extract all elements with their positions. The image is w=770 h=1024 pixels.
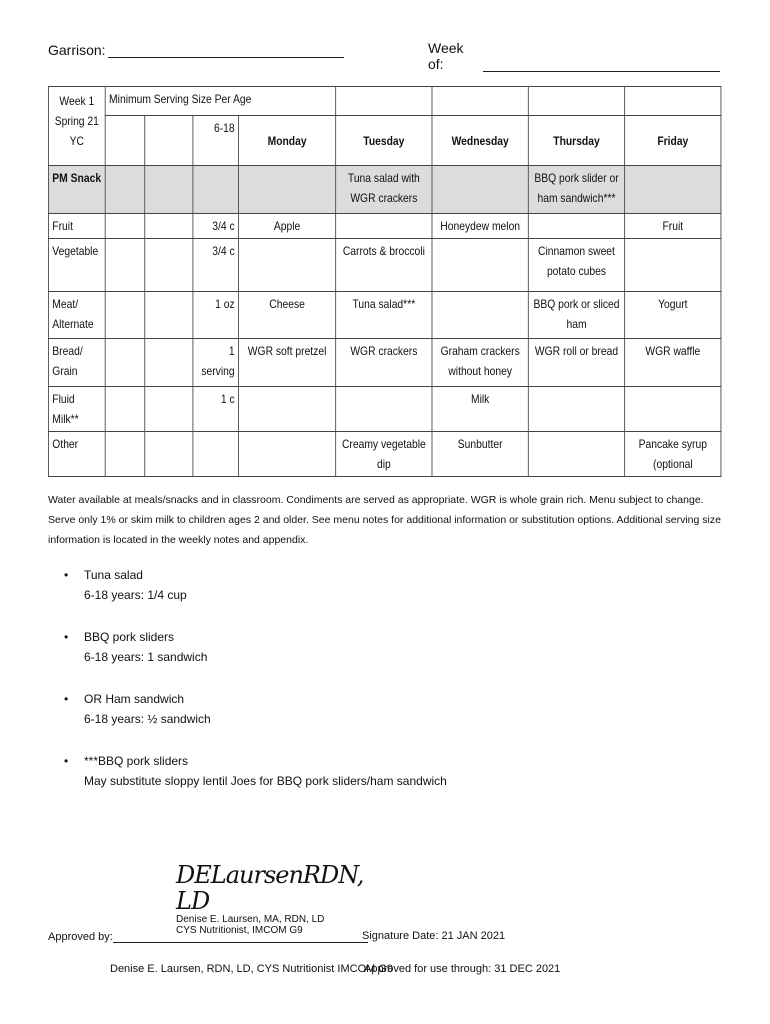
menu-cell-thursday: BBQ pork or sliced ham <box>528 292 624 339</box>
component-cell: Fruit <box>48 214 105 239</box>
min-serving-header <box>105 87 336 116</box>
bullet-icon: • <box>64 754 69 768</box>
garrison-label: Garrison: <box>48 42 106 58</box>
bullet-icon: • <box>64 692 69 706</box>
serving-size-cell <box>193 432 239 477</box>
form-header <box>48 40 720 72</box>
signature-printed-name: Denise E. Laursen, MA, RDN, LD <box>176 914 325 925</box>
approved-by-line[interactable] <box>113 930 368 943</box>
empty-cell <box>105 292 145 339</box>
menu-cell-tuesday <box>336 387 432 432</box>
menu-cell-wednesday: Honeydew melon <box>432 214 528 239</box>
table-row <box>48 339 721 387</box>
menu-cell-wednesday: Graham crackers without honey <box>432 339 528 387</box>
menu-cell-wednesday: Sunbutter <box>432 432 528 477</box>
serving-size-cell: 1 c <box>193 387 239 432</box>
empty-cell <box>105 432 145 477</box>
empty-cell <box>145 292 193 339</box>
menu-cell-tuesday: Tuna salad with WGR crackers <box>336 166 432 214</box>
age-group-label: 6-18 <box>213 121 235 135</box>
menu-cell-wednesday: Milk <box>432 387 528 432</box>
menu-rows <box>48 166 721 477</box>
table-row <box>48 214 721 239</box>
bullet-title: OR Ham sandwich <box>84 692 185 706</box>
menu-cell-tuesday <box>336 214 432 239</box>
signature-date: Signature Date: 21 JAN 2021 <box>362 930 506 942</box>
menu-cell-monday: Cheese <box>238 292 335 339</box>
garrison-input-line[interactable] <box>108 40 344 58</box>
bullet-title: ***BBQ pork sliders <box>84 754 189 768</box>
empty-cell <box>145 166 193 214</box>
menu-cell-thursday <box>528 432 624 477</box>
component-cell: Bread/ Grain <box>48 339 105 387</box>
menu-cell-monday <box>238 239 335 292</box>
day-header-friday: Friday <box>625 116 721 166</box>
empty-cell <box>145 116 193 166</box>
serving-size-cell: 3/4 c <box>193 214 239 239</box>
menu-cell-friday: WGR waffle <box>625 339 721 387</box>
menu-notes: Water available at meals/snacks and in classroom. Condiments are served as appropriate. WGR is whole grain rich. Menu subject to change. Serve only 1% or skim milk to children ages 2 and older. See menu notes for additional information or substitution options. Additional serving size information is located in the weekly notes and appendix. <box>48 494 721 546</box>
list-item <box>48 751 447 791</box>
table-row <box>48 387 721 432</box>
menu-cell-tuesday: Creamy vegetable dip <box>336 432 432 477</box>
week-label: Week 1 Spring 21 YC <box>54 94 99 148</box>
bullet-icon: • <box>64 630 69 644</box>
empty-cell <box>105 214 145 239</box>
list-item <box>48 627 447 667</box>
serving-notes-list <box>48 565 447 813</box>
bullet-detail: 6-18 years: 1/4 cup <box>84 588 187 602</box>
day-header-monday: Monday <box>238 116 335 166</box>
empty-cell <box>105 339 145 387</box>
menu-cell-friday: Pancake syrup (optional <box>625 432 721 477</box>
approved-by-label: Approved by: <box>48 931 113 943</box>
empty-cell <box>528 87 624 116</box>
menu-cell-thursday <box>528 387 624 432</box>
garrison-field[interactable] <box>48 40 344 58</box>
signature-printed-title: CYS Nutritionist, IMCOM G9 <box>176 925 303 936</box>
snack-menu-table <box>48 86 721 477</box>
empty-cell <box>105 239 145 292</box>
empty-cell <box>105 387 145 432</box>
empty-cell <box>432 87 528 116</box>
empty-cell <box>625 87 721 116</box>
approved-through-date: Approved for use through: 31 DEC 2021 <box>364 963 561 975</box>
serving-size-cell: 1 serving <box>193 339 239 387</box>
menu-cell-monday: Apple <box>238 214 335 239</box>
menu-cell-monday <box>238 387 335 432</box>
week-of-label: Week of: <box>428 40 464 72</box>
approver-name-line: Denise E. Laursen, RDN, LD, CYS Nutritionist IMCOM G9 <box>110 963 394 975</box>
menu-cell-friday <box>625 166 721 214</box>
bullet-icon: • <box>64 568 69 582</box>
list-item <box>48 689 447 729</box>
menu-cell-wednesday <box>432 292 528 339</box>
empty-cell <box>145 239 193 292</box>
empty-cell <box>105 116 145 166</box>
empty-cell <box>145 339 193 387</box>
list-item <box>48 565 447 605</box>
empty-cell <box>145 432 193 477</box>
menu-cell-thursday <box>528 214 624 239</box>
component-cell: Meat/ Alternate <box>48 292 105 339</box>
menu-cell-friday <box>625 239 721 292</box>
menu-cell-tuesday: Carrots & broccoli <box>336 239 432 292</box>
table-row <box>48 292 721 339</box>
day-header-wednesday: Wednesday <box>432 116 528 166</box>
handwritten-signature: DELaursenRDN, LD <box>176 861 364 915</box>
min-serving-label: Minimum Serving Size Per Age <box>109 92 252 106</box>
menu-cell-monday: WGR soft pretzel <box>238 339 335 387</box>
menu-cell-friday <box>625 387 721 432</box>
empty-cell <box>105 166 145 214</box>
serving-size-cell: 3/4 c <box>193 239 239 292</box>
serving-size-cell: 1 oz <box>193 292 239 339</box>
component-cell: Fluid Milk** <box>48 387 105 432</box>
component-cell: Vegetable <box>48 239 105 292</box>
menu-cell-monday <box>238 432 335 477</box>
bullet-title: Tuna salad <box>84 568 143 582</box>
menu-cell-monday <box>238 166 335 214</box>
bullet-detail: 6-18 years: 1 sandwich <box>84 650 208 664</box>
component-cell: PM Snack <box>48 166 105 214</box>
signature-block <box>176 861 364 936</box>
component-cell: Other <box>48 432 105 477</box>
menu-cell-tuesday: Tuna salad*** <box>336 292 432 339</box>
menu-cell-tuesday: WGR crackers <box>336 339 432 387</box>
bullet-title: BBQ pork sliders <box>84 630 175 644</box>
approved-by-field[interactable] <box>48 930 368 943</box>
week-of-field[interactable] <box>428 40 720 72</box>
table-row <box>48 166 721 214</box>
menu-cell-thursday: WGR roll or bread <box>528 339 624 387</box>
menu-cell-friday: Yogurt <box>625 292 721 339</box>
menu-cell-thursday: Cinnamon sweet potato cubes <box>528 239 624 292</box>
week-label-cell <box>48 87 105 166</box>
bullet-detail: 6-18 years: ½ sandwich <box>84 712 211 726</box>
menu-cell-thursday: BBQ pork slider or ham sandwich*** <box>528 166 624 214</box>
menu-cell-wednesday <box>432 239 528 292</box>
table-row <box>48 432 721 477</box>
day-header-thursday: Thursday <box>528 116 624 166</box>
empty-cell <box>336 87 432 116</box>
empty-cell <box>145 387 193 432</box>
serving-size-cell <box>193 166 239 214</box>
table-row <box>48 239 721 292</box>
menu-cell-friday: Fruit <box>625 214 721 239</box>
day-header-tuesday: Tuesday <box>336 116 432 166</box>
week-of-input-line[interactable] <box>483 54 720 72</box>
bullet-detail: May substitute sloppy lentil Joes for BBQ pork sliders/ham sandwich <box>84 774 447 788</box>
menu-cell-wednesday <box>432 166 528 214</box>
empty-cell <box>145 214 193 239</box>
age-group-cell <box>193 116 239 166</box>
